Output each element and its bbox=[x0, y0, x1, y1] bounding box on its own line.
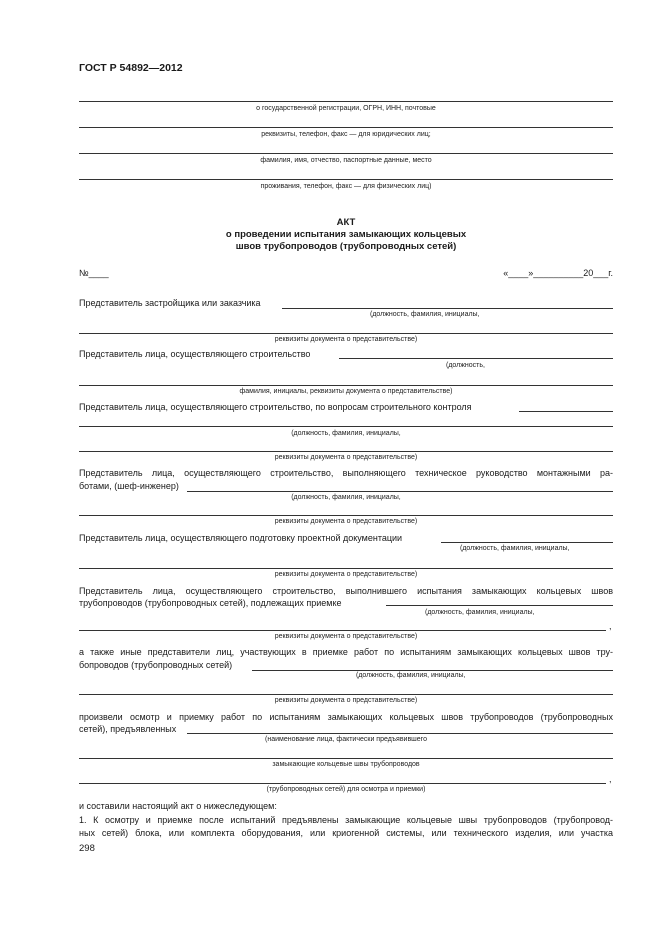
fill-line[interactable] bbox=[79, 694, 613, 695]
compiled-text: и составили настоящий акт о нижеследующем: bbox=[79, 801, 277, 811]
page-number: 298 bbox=[79, 843, 95, 854]
inspect-label: произвели осмотр и приемку работ по испытаниям замыкающих кольцевых швов трубопроводов (трубопроводных bbox=[79, 712, 613, 722]
chief-label: Представитель лица, осуществляющего строительство, выполняющего техническое руководство монтажными ра- bbox=[79, 468, 613, 478]
fill-line[interactable] bbox=[339, 358, 613, 359]
fill-line[interactable] bbox=[79, 783, 606, 784]
field-caption: (должность, фамилия, инициалы, bbox=[356, 672, 466, 679]
field-caption: реквизиты документа о представительстве) bbox=[274, 571, 418, 578]
document-header: ГОСТ Р 54892—2012 bbox=[79, 62, 183, 74]
fill-line[interactable] bbox=[79, 426, 613, 427]
tester-label: Представитель лица, осуществляющего строительство, выполнившего испытания замыкающих кольцевых швов bbox=[79, 586, 613, 596]
fill-line[interactable] bbox=[187, 733, 613, 734]
act-title-line: швов трубопроводов (трубопроводных сетей) bbox=[235, 241, 457, 252]
fill-line[interactable] bbox=[79, 515, 613, 516]
field-caption: реквизиты документа о представительстве) bbox=[274, 633, 418, 640]
fill-line[interactable] bbox=[441, 542, 613, 543]
field-caption: реквизиты, телефон, факс — для юридических лиц; bbox=[261, 131, 431, 138]
field-caption: (должность, bbox=[446, 362, 485, 369]
field-caption: фамилия, инициалы, реквизиты документа о представительстве) bbox=[239, 388, 453, 395]
act-title-line: АКТ bbox=[336, 217, 356, 228]
field-caption: (должность, фамилия, инициалы, bbox=[460, 545, 570, 552]
fill-line[interactable] bbox=[252, 670, 613, 671]
fill-line[interactable] bbox=[79, 758, 613, 759]
control-label: Представитель лица, осуществляющего строительство, по вопросам строительного контроля bbox=[79, 402, 472, 412]
field-caption: (трубопроводных сетей) для осмотра и приемки) bbox=[266, 786, 426, 793]
fill-line[interactable] bbox=[79, 333, 613, 334]
fill-line[interactable] bbox=[79, 630, 606, 631]
fill-line[interactable] bbox=[187, 491, 613, 492]
fill-line[interactable] bbox=[79, 451, 613, 452]
fill-line[interactable] bbox=[519, 411, 613, 412]
others-label: а также иные представители лиц, участвующих в приемке работ по испытаниям замыкающих кольцевых швов тру- bbox=[79, 647, 613, 657]
field-caption: (должность, фамилия, инициалы, bbox=[291, 430, 401, 437]
field-caption: реквизиты документа о представительстве) bbox=[274, 518, 418, 525]
design-label: Представитель лица, осуществляющего подготовку проектной документации bbox=[79, 533, 403, 543]
fill-line bbox=[79, 127, 613, 128]
field-caption: реквизиты документа о представительстве) bbox=[274, 336, 418, 343]
field-caption: (должность, фамилия, инициалы, bbox=[370, 311, 480, 318]
field-caption: замыкающие кольцевые швы трубопроводов bbox=[272, 761, 420, 768]
fill-line bbox=[79, 153, 613, 154]
fill-line[interactable] bbox=[79, 385, 613, 386]
field-caption: (должность, фамилия, инициалы, bbox=[425, 609, 535, 616]
developer-label: Представитель застройщика или заказчика bbox=[79, 298, 261, 308]
field-caption: фамилия, имя, отчество, паспортные данные, место bbox=[260, 157, 432, 164]
fill-line[interactable] bbox=[282, 308, 613, 309]
field-caption: (наименование лица, фактически предъявившего bbox=[265, 736, 427, 743]
fill-line bbox=[79, 101, 613, 102]
item1-text: 1. К осмотру и приемке после испытаний предъявлены замыкающие кольцевые швы трубопроводов (трубопровод- bbox=[79, 815, 613, 825]
field-caption: реквизиты документа о представительстве) bbox=[274, 454, 418, 461]
act-title bbox=[79, 217, 613, 253]
fill-line bbox=[79, 179, 613, 180]
comma: , bbox=[609, 621, 612, 631]
builder-label: Представитель лица, осуществляющего строительство bbox=[79, 349, 311, 359]
field-caption: реквизиты документа о представительстве) bbox=[274, 697, 418, 704]
act-title-line: о проведении испытания замыкающих кольцевых bbox=[225, 229, 467, 240]
inspect-label-cont: сетей), предъявленных bbox=[79, 724, 177, 734]
others-label-cont: бопроводов (трубопроводных сетей) bbox=[79, 660, 233, 670]
act-date: «____»__________20___г. bbox=[503, 268, 613, 278]
field-caption: проживания, телефон, факс — для физических лиц) bbox=[260, 183, 432, 190]
field-caption: (должность, фамилия, инициалы, bbox=[291, 494, 401, 501]
field-caption: о государственной регистрации, ОГРН, ИНН, почтовые bbox=[256, 105, 436, 112]
fill-line[interactable] bbox=[79, 568, 613, 569]
chief-label-cont: ботами, (шеф-инженер) bbox=[79, 481, 179, 491]
comma: , bbox=[609, 774, 612, 784]
act-number: №____ bbox=[79, 268, 109, 278]
tester-label-cont: трубопроводов (трубопроводных сетей), подлежащих приемке bbox=[79, 598, 342, 608]
item1-text-cont: ных сетей) блока, или комплекта оборудования, или криогенной системы, или технического изделия, или участка bbox=[79, 828, 613, 838]
fill-line[interactable] bbox=[386, 605, 613, 606]
